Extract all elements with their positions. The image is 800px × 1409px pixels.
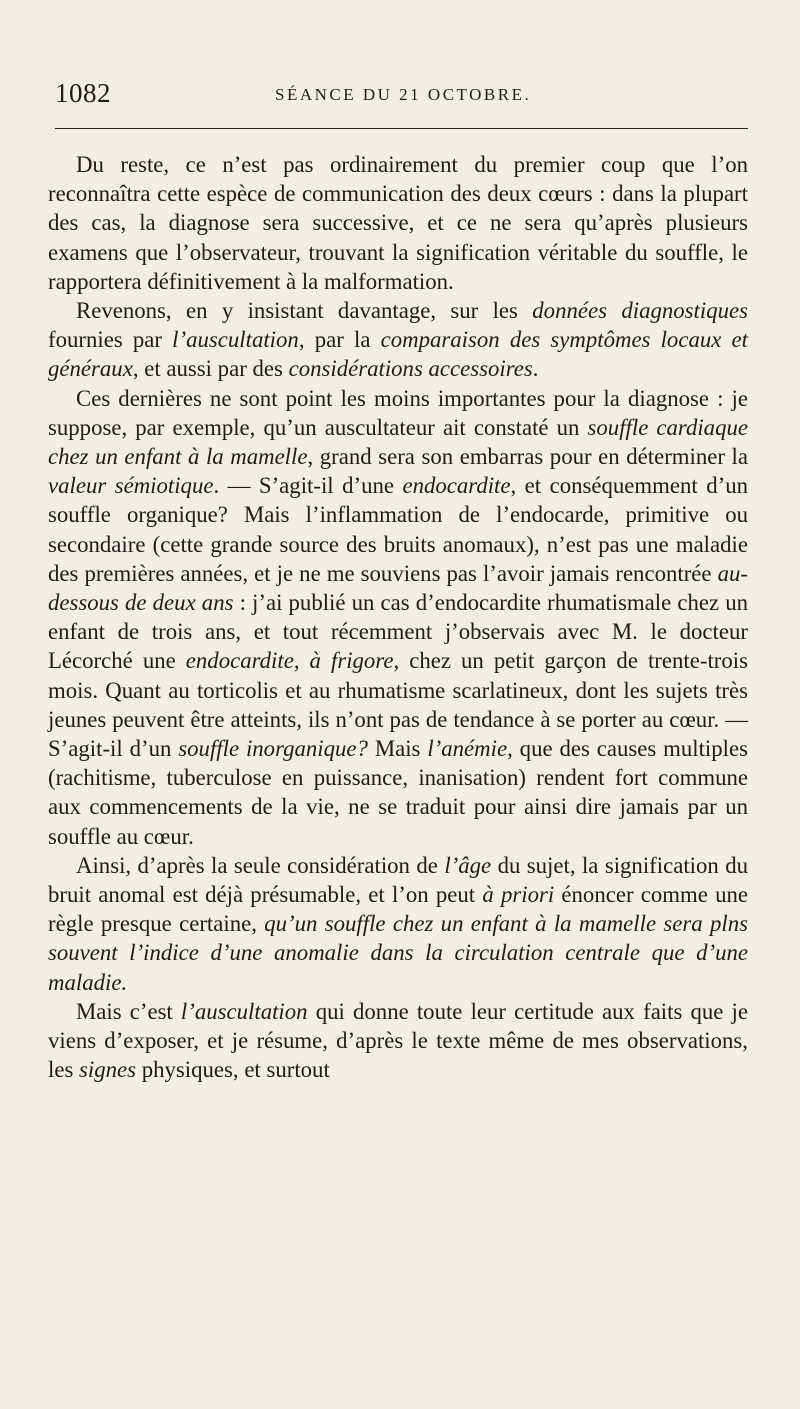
text-run: Du reste, ce n’est pas ordinairement du premier coup que l’on reconnaîtra cette espèce de communication des deux cœurs : dans la plupart des cas, la diagnose sera successive, et ce ne sera qu’après plusieurs examens que l’observateur, trouvant la signification véritable du souffle, le rapportera définitivement à la malformation. [48, 152, 748, 294]
italic-run: données diagnostiques [532, 298, 748, 324]
italic-run: à priori [482, 882, 555, 908]
text-run: du sujet, la signification du bruit anomal est déjà présumable, et l’on peut [48, 852, 748, 908]
text-run: , par la [298, 327, 381, 353]
italic-run: l’anémie [427, 736, 508, 762]
text-run: . — S’agit-il d’une [213, 473, 403, 499]
italic-run: souffle inorganique? [178, 736, 368, 762]
text-run: Ces dernières ne sont point les moins importantes pour la diagnose : je suppose, par exemple, qu’un auscultateur ait constaté un [48, 385, 748, 440]
text-run: , et aussi par des [132, 356, 289, 382]
text-run: , que des causes multiples (rachitisme, tuberculose en puissance, inanisation) rendent fort commune aux commencements de la vie, ne se traduit pour ainsi dire jamais par un souffle au cœur. [48, 736, 748, 849]
italic-run: au-dessous de deux ans [48, 560, 748, 616]
text-run: physiques, et surtout [136, 1057, 330, 1083]
italic-run: valeur sémiotique [48, 473, 214, 499]
paragraph [48, 150, 748, 296]
text-run: Mais c’est [76, 998, 181, 1024]
body-text [48, 150, 748, 1085]
italic-run: comparaison des symptômes locaux et généraux [48, 327, 748, 382]
paragraph [48, 997, 748, 1085]
paragraph [48, 296, 748, 384]
italic-run: considérations accessoires [288, 356, 533, 382]
italic-run: qu’un souffle chez un enfant à la mamelle sera plns souvent l’indice d’une anomalie dans la circulation centrale que d’une maladie. [48, 911, 748, 995]
text-run: , et conséquemment d’un souffle organique? Mais l’inflammation de l’endocarde, primitive ou secondaire (cette grande source des bruits anomaux), n’est pas une maladie des premières années, et je ne me souviens pas l’avoir jamais rencontrée [48, 473, 748, 586]
paragraph [48, 851, 748, 997]
text-run: fournies par [48, 327, 173, 353]
text-run: qui donne toute leur certitude aux faits que je viens d’exposer, et je résume, d’après le texte même de mes observations, les [48, 998, 749, 1083]
text-run: , chez un petit garçon de trente-trois mois. Quant au torticolis et au rhumatisme scarlatineux, dont les sujets très jeunes peuvent être atteints, ils n’ont pas de tendance à se porter au cœur. — S’agit-il d’un [48, 648, 748, 762]
page-header [55, 76, 745, 112]
text-run: Ainsi, d’après la seule considération de [76, 852, 445, 878]
text-run: : j’ai publié un cas d’endocardite rhumatismale chez un enfant de trois ans, et tout récemment j’observais avec M. le docteur Lécorché une [48, 590, 749, 674]
italic-run: l’auscultation [172, 327, 299, 353]
italic-run: l’auscultation [180, 998, 308, 1024]
page-number: 1082 [55, 78, 111, 108]
header-rule [55, 128, 748, 129]
text-run: énoncer comme une règle presque certaine, [48, 882, 748, 937]
text-run: Mais [367, 736, 428, 762]
running-title: SÉANCE DU 21 OCTOBRE. [275, 85, 532, 104]
text-run: Revenons, en y insistant davantage, sur les [76, 298, 533, 324]
italic-run: endocardite [402, 473, 511, 499]
italic-run: l’âge [444, 852, 492, 878]
text-run: . [532, 356, 539, 382]
italic-run: signes [79, 1057, 137, 1083]
italic-run: endocardite, à frigore [185, 648, 394, 674]
text-run: , grand sera son embarras pour en déterminer la [307, 444, 748, 470]
italic-run: souffle cardiaque chez un enfant à la mamelle [48, 414, 749, 470]
paragraph [48, 384, 748, 851]
